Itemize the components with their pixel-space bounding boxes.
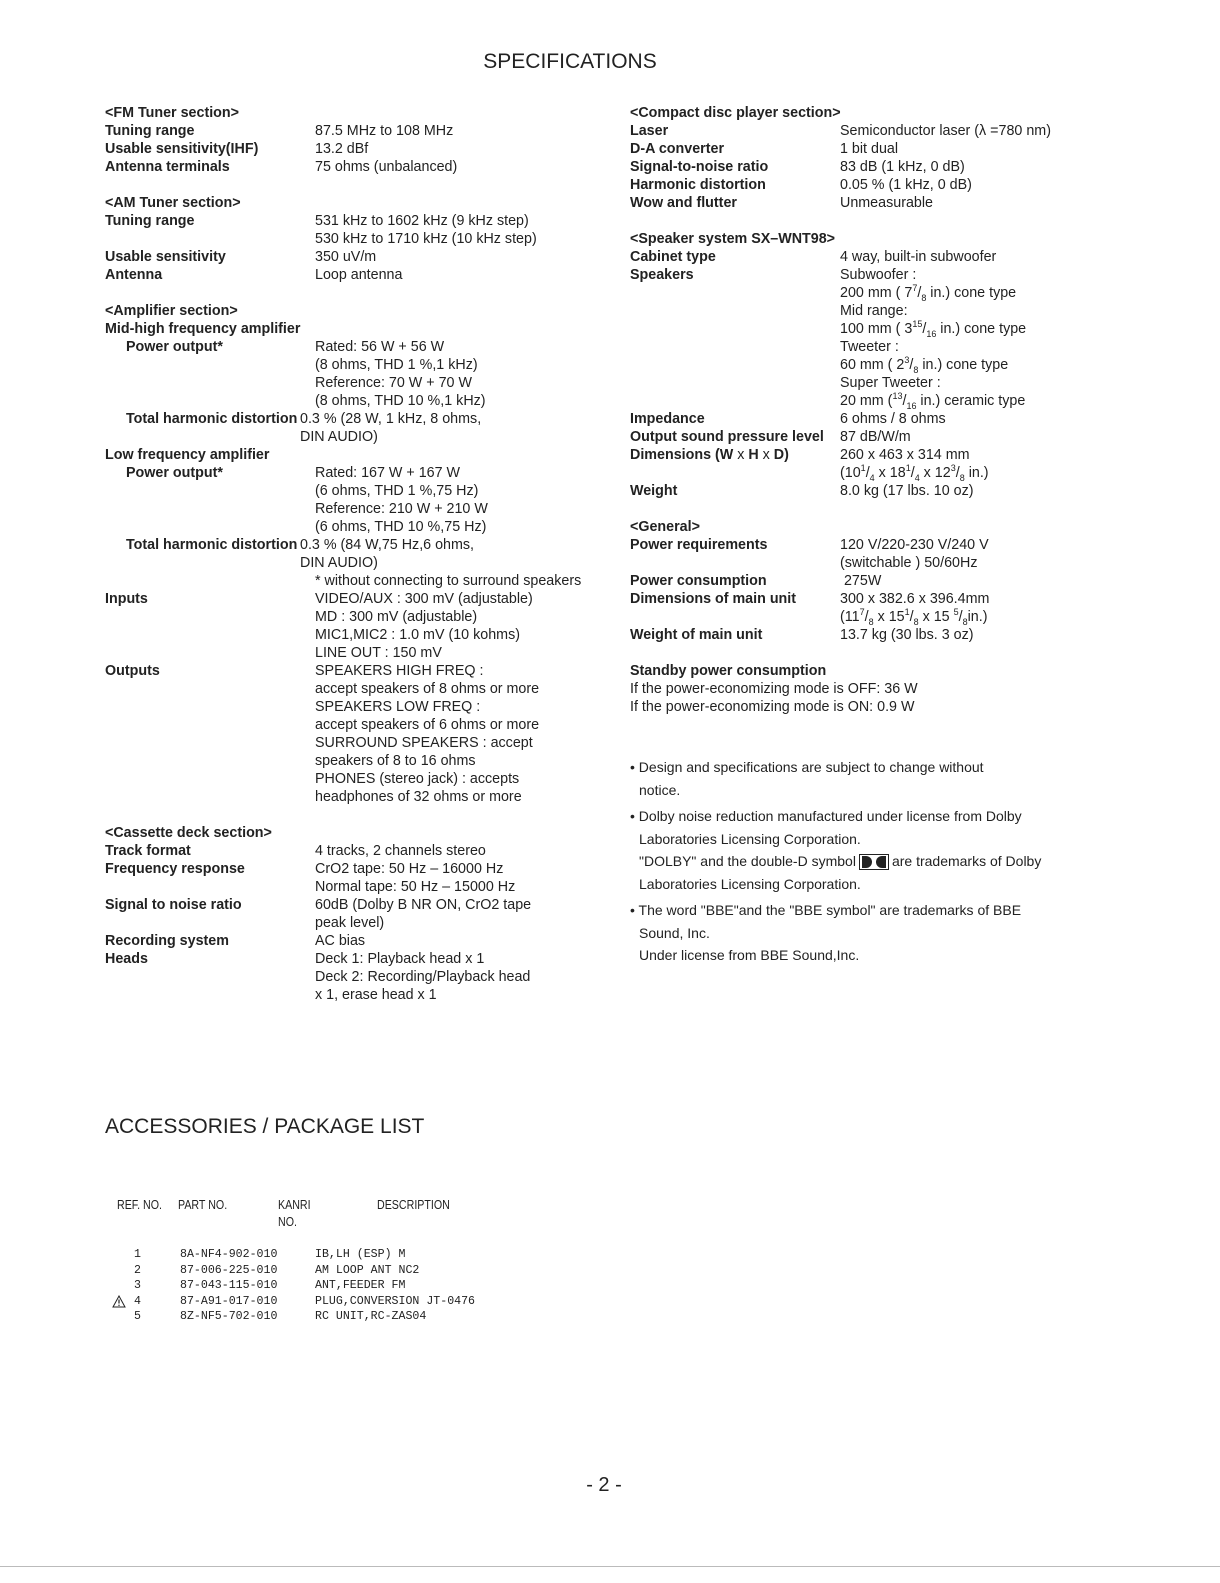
spec-value: MD : 300 mV (adjustable) [315,609,478,625]
spec-value: 120 V/220-230 V/240 V [840,537,989,553]
ref-cell: 3 [134,1279,141,1292]
spec-value: Semiconductor laser (λ =780 nm) [840,123,1051,139]
spec-value: Deck 2: Recording/Playback head [315,969,531,985]
spec-label: Cabinet type [630,249,716,265]
note-line: Laboratories Licensing Corporation. [639,830,861,847]
notes-block [630,756,1090,971]
spec-value: VIDEO/AUX : 300 mV (adjustable) [315,591,533,607]
spec-value: accept speakers of 8 ohms or more [315,681,540,697]
spec-value: MIC1,MIC2 : 1.0 mV (10 kohms) [315,627,520,643]
spec-value: 350 uV/m [315,249,377,265]
spec-value: 0.3 % (28 W, 1 kHz, 8 ohms, [300,411,482,427]
spec-value: PHONES (stereo jack) : accepts [315,771,520,787]
spec-value: (8 ohms, THD 10 %,1 kHz) [315,393,486,409]
spec-value: ($11^7/_8$ x $15^1/_8$ x 15 $^5/_8in$.) [840,607,988,627]
spec-value: Unmeasurable [840,195,933,211]
spec-value: peak level) [315,915,385,931]
accessories-title: ACCESSORIES / PACKAGE LIST [105,1115,425,1138]
note-dolby [630,805,1090,895]
spec-label: Power output* [126,465,223,481]
spec-value: (6 ohms, THD 10 %,75 Hz) [315,519,487,535]
spec-label: Power output* [126,339,223,355]
note-line: Under license from BBE Sound,Inc. [639,947,860,963]
spec-value: CrO2 tape: 50 Hz – 16000 Hz [315,861,504,877]
amplifier-section-heading: <Amplifier section> [105,303,238,319]
spec-label: Dimensions (W x H x D) [630,447,789,463]
spec-label: Frequency response [105,861,245,877]
am-section-heading: <AM Tuner section> [105,195,241,211]
page-bottom-divider [0,1566,1220,1567]
spec-value: 530 kHz to 1710 kHz (10 kHz step) [315,231,537,247]
note-bbe [630,899,1090,967]
spec-label: Weight [630,483,678,499]
spec-value: 6 ohms / 8 ohms [840,411,946,427]
spec-label: Tuning range [105,123,195,139]
spec-label: Total harmonic distortion [126,537,298,553]
part-cell: 87-A91-017-010 [180,1294,278,1308]
cd-section-heading: <Compact disc player section> [630,105,841,121]
note-line: notice. [639,781,681,798]
spec-value: 60dB (Dolby B NR ON, CrO2 tape [315,897,532,913]
safety-warning-icon [112,1295,126,1308]
page-number: - 2 - [586,1474,622,1496]
standby-heading: Standby power consumption [630,663,827,679]
spec-value: 87.5 MHz to 108 MHz [315,123,454,139]
spec-label: Usable sensitivity(IHF) [105,141,259,157]
spec-value: Subwoofer : [840,267,917,283]
note-design-change [630,756,1090,801]
note-line: Sound, Inc. [639,924,710,941]
note-line: • Dolby noise reduction manufactured under license from Dolby [630,808,1022,824]
spec-value: 4 tracks, 2 channels stereo [315,843,486,859]
description-cell: AM LOOP ANT NC2 [315,1263,420,1277]
spec-value: 87 dB/W/m [840,429,911,445]
spec-value: 300 x 382.6 x 396.4mm [840,591,990,607]
spec-label: Outputs [105,663,160,679]
ref-cell: 1 [134,1248,141,1261]
spec-label: Signal-to-noise ratio [630,159,769,175]
spec-label: Inputs [105,591,148,607]
spec-value: accept speakers of 6 ohms or more [315,717,540,733]
spec-label: Dimensions of main unit [630,591,797,607]
note-line: • The word "BBE"and the "BBE symbol" are trademarks of BBE [630,902,1022,918]
spec-value: DIN AUDIO) [300,429,378,445]
spec-value: 531 kHz to 1602 kHz (9 kHz step) [315,213,529,229]
spec-value: LINE OUT : 150 mV [315,645,442,661]
spec-value: 4 way, built-in subwoofer [840,249,997,265]
part-cell: 8Z-NF5-702-010 [180,1310,278,1323]
dolby-double-d-icon [859,854,889,870]
column-header-kanri: KANRI NO. [278,1197,311,1229]
spec-label: Antenna terminals [105,159,230,175]
cassette-section-heading: <Cassette deck section> [105,825,272,841]
spec-value: ($10^1/_4$ x $18^1/_4$ x $12^3/_8$ in.) [840,463,989,483]
column-header-part: PART NO. [178,1197,228,1212]
spec-label: Speakers [630,267,694,283]
spec-label: Total harmonic distortion [126,411,298,427]
spec-label: Wow and flutter [630,195,737,211]
spec-value: 0.3 % (84 W,75 Hz,6 ohms, [300,537,475,553]
spec-label: Harmonic distortion [630,177,766,193]
spec-value: Reference: 70 W + 70 W [315,375,472,391]
spec-value: Rated: 167 W + 167 W [315,465,461,481]
spec-value: 13.2 dBf [315,141,369,157]
spec-label: Power consumption [630,573,767,589]
description-cell: IB,LH (ESP) M [315,1248,406,1261]
spec-value: 200 mm ( $7^7/_8$ in.) cone type [840,283,1017,303]
fm-section-heading: <FM Tuner section> [105,105,239,121]
spec-footnote: * without connecting to surround speakers [315,573,582,589]
spec-value: 260 x 463 x 314 mm [840,447,970,463]
spec-value: AC bias [315,933,366,949]
note-line: "DOLBY" and the double-D symbol are trademarks of Dolby [639,853,1042,869]
ref-cell: 2 [134,1263,141,1277]
right-spec-column [630,104,1190,716]
spec-subheading: Low frequency amplifier [105,447,270,463]
spec-value: 275W [840,573,882,589]
spec-label: Tuning range [105,213,195,229]
spec-label: Recording system [105,933,229,949]
spec-value: headphones of 32 ohms or more [315,789,522,805]
spec-value: 20 mm ($^{13}/_{16}$ in.) ceramic type [840,391,1026,411]
spec-value: 0.05 % (1 kHz, 0 dB) [840,177,972,193]
spec-label: Weight of main unit [630,627,763,643]
ref-cell: 4 [134,1294,141,1308]
spec-value: SURROUND SPEAKERS : accept [315,735,533,751]
page-title: SPECIFICATIONS [483,50,657,73]
general-section-heading: <General> [630,519,700,535]
left-spec-column [105,104,605,1004]
spec-value: 8.0 kg (17 lbs. 10 oz) [840,483,974,499]
column-header-description: DESCRIPTION [377,1197,450,1212]
description-cell: ANT,FEEDER FM [315,1279,406,1292]
description-cell: RC UNIT,RC-ZAS04 [315,1310,427,1323]
spec-label: Power requirements [630,537,768,553]
spec-label: D-A converter [630,141,725,157]
spec-label: Antenna [105,267,163,283]
note-line: • Design and specifications are subject to change without [630,759,984,775]
spec-value: Mid range: [840,303,908,319]
spec-label: Laser [630,123,669,139]
note-line: Laboratories Licensing Corporation. [639,875,861,892]
spec-value: (6 ohms, THD 1 %,75 Hz) [315,483,479,499]
spec-label: Output sound pressure level [630,429,824,445]
spec-value: Loop antenna [315,267,403,283]
part-cell: 8A-NF4-902-010 [180,1248,278,1261]
spec-value: Deck 1: Playback head x 1 [315,951,485,967]
spec-value: 100 mm ( $3^{15}/_{16}$ in.) cone type [840,319,1027,339]
description-cell: PLUG,CONVERSION JT-0476 [315,1294,476,1308]
spec-value: Reference: 210 W + 210 W [315,501,488,517]
speaker-section-heading: <Speaker system SX–WNT98> [630,231,836,247]
ref-cell: 5 [134,1310,141,1323]
spec-label: Signal to noise ratio [105,897,242,913]
part-cell: 87-006-225-010 [180,1263,278,1277]
spec-label: Track format [105,843,191,859]
spec-value: 83 dB (1 kHz, 0 dB) [840,159,965,175]
spec-value: Normal tape: 50 Hz – 15000 Hz [315,879,516,895]
spec-label: Impedance [630,411,705,427]
spec-value: 13.7 kg (30 lbs. 3 oz) [840,627,974,643]
spec-value: Rated: 56 W + 56 W [315,339,445,355]
column-header-ref: REF. NO. [117,1197,163,1212]
spec-value: 60 mm ( $2^3/_8$ in.) cone type [840,355,1009,375]
spec-value: (8 ohms, THD 1 %,1 kHz) [315,357,478,373]
spec-value: SPEAKERS HIGH FREQ : [315,663,484,679]
spec-label: Heads [105,951,148,967]
spec-subheading: Mid-high frequency amplifier [105,321,301,337]
standby-off-text: If the power-economizing mode is OFF: 36 W [630,681,918,697]
part-cell: 87-043-115-010 [180,1279,278,1292]
spec-value: x 1, erase head x 1 [315,987,437,1003]
spec-value: Super Tweeter : [840,375,941,391]
spec-value: 1 bit dual [840,141,899,157]
spec-value: speakers of 8 to 16 ohms [315,753,476,769]
standby-on-text: If the power-economizing mode is ON: 0.9 W [630,699,915,715]
spec-value: 75 ohms (unbalanced) [315,159,458,175]
spec-value: (switchable ) 50/60Hz [840,555,978,571]
spec-value: DIN AUDIO) [300,555,378,571]
spec-label: Usable sensitivity [105,249,226,265]
spec-value: SPEAKERS LOW FREQ : [315,699,481,715]
spec-value: Tweeter : [840,339,899,355]
